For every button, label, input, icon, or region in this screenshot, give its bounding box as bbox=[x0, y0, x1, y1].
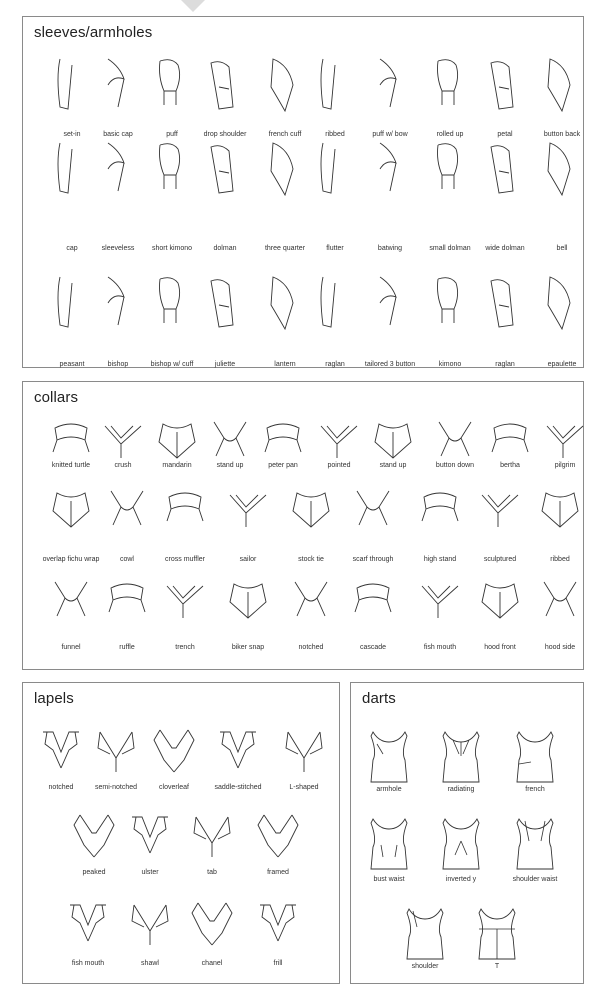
darts-item-label: bust waist bbox=[373, 876, 405, 883]
sleeves-item-label: bell bbox=[556, 245, 568, 252]
collars-item-label: knitted turtle bbox=[51, 462, 91, 469]
dart-bodice-icon bbox=[513, 728, 557, 786]
collar-sketch-icon bbox=[488, 418, 532, 462]
top-pointer-notch bbox=[181, 0, 205, 12]
sleeves-item-basic-cap bbox=[96, 57, 140, 138]
collars-item-label: peter pan bbox=[268, 462, 298, 469]
lapels-item-l-shaped bbox=[281, 728, 327, 791]
collars-item-hood-side bbox=[538, 578, 582, 651]
collar-sketch-icon bbox=[155, 418, 199, 462]
sleeves-item-kimono bbox=[428, 275, 472, 368]
lapel-sketch-icon bbox=[94, 728, 138, 774]
collars-item-label: pilgrim bbox=[554, 462, 576, 469]
lapels-item-ulster bbox=[127, 813, 173, 876]
lapels-item-chanel bbox=[189, 901, 235, 967]
sleeves-item-label: three quarter bbox=[264, 245, 306, 252]
darts-item-label: inverted y bbox=[445, 876, 477, 883]
collars-item-button-down bbox=[433, 418, 477, 469]
lapel-sketch-icon bbox=[39, 728, 83, 774]
collars-item-pointed bbox=[317, 418, 361, 469]
lapels-item-label: chanel bbox=[201, 960, 223, 967]
collars-item-sailor bbox=[226, 487, 270, 563]
sleeves-item-label: sleeveless bbox=[101, 245, 135, 252]
sleeve-sketch-icon bbox=[544, 141, 580, 197]
collars-item-cascade bbox=[351, 578, 395, 651]
sleeves-item-button-back bbox=[540, 57, 584, 138]
lapels-item-label: peaked bbox=[82, 869, 106, 876]
collars-item-scarf-through bbox=[351, 487, 395, 563]
sleeve-sketch-icon bbox=[100, 141, 136, 197]
darts-item-label: armhole bbox=[376, 786, 402, 793]
lapel-sketch-icon bbox=[190, 901, 234, 947]
sleeves-item-cap bbox=[50, 141, 94, 252]
collar-sketch-icon bbox=[49, 487, 93, 531]
sleeves-item-label: bishop bbox=[107, 361, 129, 368]
collars-item-hood-front bbox=[478, 578, 522, 651]
collars-panel bbox=[22, 381, 584, 670]
sleeves-item-label: wide dolman bbox=[485, 245, 525, 252]
lapels-item-cloverleaf bbox=[151, 728, 197, 791]
sleeve-sketch-icon bbox=[317, 275, 353, 331]
sleeve-sketch-icon bbox=[487, 275, 523, 331]
sleeve-sketch-icon bbox=[154, 57, 190, 113]
darts-panel bbox=[350, 682, 584, 984]
sleeves-item-label: drop shoulder bbox=[203, 131, 247, 138]
collars-item-label: overlap fichu wrap bbox=[42, 556, 100, 563]
lapel-sketch-icon bbox=[190, 813, 234, 859]
sleeves-item-label: cap bbox=[66, 245, 78, 252]
sleeves-item-label: juliette bbox=[214, 361, 236, 368]
darts-title: darts bbox=[362, 690, 396, 707]
collars-item-label: scarf through bbox=[352, 556, 394, 563]
darts-item-t bbox=[475, 905, 519, 970]
sleeves-item-label: ribbed bbox=[325, 131, 345, 138]
sleeves-item-label: raglan bbox=[495, 361, 515, 368]
lapels-item-label: tab bbox=[207, 869, 217, 876]
collar-sketch-icon bbox=[543, 418, 587, 462]
lapels-item-semi-notched bbox=[93, 728, 139, 791]
lapels-item-tab bbox=[189, 813, 235, 876]
dart-bodice-icon bbox=[513, 815, 557, 873]
darts-item-label: radiating bbox=[447, 786, 475, 793]
collars-item-label: sailor bbox=[239, 556, 257, 563]
sleeve-sketch-icon bbox=[267, 141, 303, 197]
lapels-item-shawl bbox=[127, 901, 173, 967]
collar-sketch-icon bbox=[418, 578, 462, 622]
sleeves-item-label: raglan bbox=[325, 361, 345, 368]
collar-sketch-icon bbox=[289, 578, 333, 622]
sleeves-item-label: puff bbox=[166, 131, 178, 138]
collar-sketch-icon bbox=[208, 418, 252, 462]
sleeves-item-label: rolled up bbox=[436, 131, 464, 138]
dart-bodice-icon bbox=[403, 905, 447, 963]
sleeves-item-bishop bbox=[96, 275, 140, 368]
sleeves-item-label: batwing bbox=[377, 245, 403, 252]
sleeve-sketch-icon bbox=[317, 141, 353, 197]
lapels-item-label: fish mouth bbox=[71, 960, 105, 967]
sleeve-sketch-icon bbox=[100, 57, 136, 113]
collars-item-mandarin bbox=[155, 418, 199, 469]
dart-bodice-icon bbox=[475, 905, 519, 963]
dart-bodice-icon bbox=[439, 815, 483, 873]
collars-item-label: sculptured bbox=[483, 556, 517, 563]
collars-item-label: ruffle bbox=[119, 644, 135, 651]
sleeves-item-ribbed bbox=[313, 57, 357, 138]
collars-item-high-stand bbox=[418, 487, 462, 563]
collar-sketch-icon bbox=[317, 418, 361, 462]
sleeves-item-petal bbox=[483, 57, 527, 138]
collars-item-fish-mouth bbox=[418, 578, 462, 651]
sleeves-item-raglan bbox=[483, 275, 527, 368]
collar-sketch-icon bbox=[351, 578, 395, 622]
sleeves-item-small-dolman bbox=[428, 141, 472, 252]
sleeves-item-raglan bbox=[313, 275, 357, 368]
sleeve-sketch-icon bbox=[487, 57, 523, 113]
sleeves-item-label: french cuff bbox=[268, 131, 302, 138]
sleeves-item-tailored-3-button bbox=[364, 275, 416, 368]
sleeve-sketch-icon bbox=[372, 275, 408, 331]
lapel-sketch-icon bbox=[256, 813, 300, 859]
collar-sketch-icon bbox=[226, 578, 270, 622]
sleeve-sketch-icon bbox=[267, 57, 303, 113]
sleeve-sketch-icon bbox=[54, 57, 90, 113]
sleeves-item-label: tailored 3 button bbox=[364, 361, 416, 368]
sleeve-sketch-icon bbox=[372, 57, 408, 113]
collars-item-ruffle bbox=[105, 578, 149, 651]
collar-sketch-icon bbox=[163, 487, 207, 531]
collars-item-label: hood side bbox=[544, 644, 576, 651]
collars-item-label: hood front bbox=[484, 644, 516, 651]
sleeves-item-juliette bbox=[203, 275, 247, 368]
collars-item-label: cross muffler bbox=[165, 556, 205, 563]
sleeves-armholes-title: sleeves/armholes bbox=[34, 24, 153, 41]
lapels-item-peaked bbox=[71, 813, 117, 876]
sleeves-item-three-quarter bbox=[263, 141, 307, 252]
lapels-item-frill bbox=[255, 901, 301, 967]
sleeve-sketch-icon bbox=[544, 57, 580, 113]
collars-item-crush bbox=[101, 418, 145, 469]
lapel-sketch-icon bbox=[256, 901, 300, 947]
sleeve-sketch-icon bbox=[207, 275, 243, 331]
lapels-item-label: L-shaped bbox=[289, 784, 319, 791]
sleeves-item-label: epaulette bbox=[547, 361, 577, 368]
lapels-title: lapels bbox=[34, 690, 74, 707]
collars-item-label: high stand bbox=[423, 556, 457, 563]
darts-item-label: shoulder bbox=[411, 963, 439, 970]
collars-item-trench bbox=[163, 578, 207, 651]
sleeves-item-set-in bbox=[50, 57, 94, 138]
sleeves-item-short-kimono bbox=[150, 141, 194, 252]
dart-bodice-icon bbox=[367, 815, 411, 873]
collars-item-label: bertha bbox=[500, 462, 520, 469]
lapels-item-notched bbox=[38, 728, 84, 791]
collars-item-cowl bbox=[105, 487, 149, 563]
collars-item-pilgrim bbox=[543, 418, 587, 469]
collar-sketch-icon bbox=[433, 418, 477, 462]
sleeve-sketch-icon bbox=[154, 275, 190, 331]
collars-item-notched bbox=[289, 578, 333, 651]
lapels-item-label: frill bbox=[273, 960, 283, 967]
collars-item-stock-tie bbox=[289, 487, 333, 563]
collars-item-overlap-fichu-wrap bbox=[42, 487, 100, 563]
darts-item-shoulder bbox=[403, 905, 447, 970]
sleeves-item-label: lantern bbox=[274, 361, 296, 368]
sleeve-sketch-icon bbox=[432, 57, 468, 113]
collar-sketch-icon bbox=[371, 418, 415, 462]
sleeves-item-label: dolman bbox=[213, 245, 237, 252]
sleeve-sketch-icon bbox=[544, 275, 580, 331]
collar-sketch-icon bbox=[226, 487, 270, 531]
collars-item-ribbed bbox=[538, 487, 582, 563]
lapel-sketch-icon bbox=[72, 813, 116, 859]
lapel-sketch-icon bbox=[128, 901, 172, 947]
darts-item-label: shoulder waist bbox=[512, 876, 558, 883]
lapels-item-framed bbox=[255, 813, 301, 876]
sleeves-item-french-cuff bbox=[263, 57, 307, 138]
collars-item-bertha bbox=[488, 418, 532, 469]
collars-item-label: mandarin bbox=[162, 462, 192, 469]
sleeves-item-dolman bbox=[203, 141, 247, 252]
collars-item-sculptured bbox=[478, 487, 522, 563]
collar-sketch-icon bbox=[538, 578, 582, 622]
sleeves-item-rolled-up bbox=[428, 57, 472, 138]
dart-bodice-icon bbox=[367, 728, 411, 786]
sleeves-item-puff bbox=[150, 57, 194, 138]
lapels-item-saddle-stitched bbox=[214, 728, 262, 791]
sleeves-item-label: small dolman bbox=[429, 245, 471, 252]
sleeves-item-label: set-in bbox=[63, 131, 81, 138]
collars-item-label: crush bbox=[114, 462, 132, 469]
sleeves-item-label: basic cap bbox=[103, 131, 133, 138]
sleeve-sketch-icon bbox=[154, 141, 190, 197]
sleeve-sketch-icon bbox=[207, 141, 243, 197]
lapel-sketch-icon bbox=[282, 728, 326, 774]
collar-sketch-icon bbox=[289, 487, 333, 531]
lapels-item-label: notched bbox=[48, 784, 74, 791]
collars-title: collars bbox=[34, 389, 79, 406]
lapel-sketch-icon bbox=[152, 728, 196, 774]
sleeves-armholes-panel bbox=[22, 16, 584, 368]
darts-item-armhole bbox=[367, 728, 411, 793]
darts-item-shoulder-waist bbox=[512, 815, 558, 883]
collar-sketch-icon bbox=[478, 487, 522, 531]
collars-item-label: ribbed bbox=[550, 556, 570, 563]
collar-sketch-icon bbox=[105, 487, 149, 531]
collar-sketch-icon bbox=[351, 487, 395, 531]
collar-sketch-icon bbox=[538, 487, 582, 531]
collars-item-label: stand up bbox=[379, 462, 407, 469]
sleeves-item-label: bishop w/ cuff bbox=[150, 361, 194, 368]
sleeves-item-bell bbox=[540, 141, 584, 252]
sleeves-item-drop-shoulder bbox=[203, 57, 247, 138]
sleeves-item-label: kimono bbox=[438, 361, 462, 368]
collars-item-label: funnel bbox=[61, 644, 81, 651]
collars-item-label: fish mouth bbox=[423, 644, 457, 651]
darts-item-inverted-y bbox=[439, 815, 483, 883]
collar-sketch-icon bbox=[478, 578, 522, 622]
collars-item-stand-up bbox=[371, 418, 415, 469]
sleeve-sketch-icon bbox=[267, 275, 303, 331]
sleeve-sketch-icon bbox=[100, 275, 136, 331]
sleeves-item-lantern bbox=[263, 275, 307, 368]
sleeve-sketch-icon bbox=[54, 141, 90, 197]
collar-sketch-icon bbox=[105, 578, 149, 622]
collars-item-label: pointed bbox=[327, 462, 351, 469]
collars-item-label: cascade bbox=[359, 644, 387, 651]
collars-item-stand-up bbox=[208, 418, 252, 469]
collars-item-label: biker snap bbox=[231, 644, 265, 651]
collars-item-label: notched bbox=[298, 644, 324, 651]
collar-sketch-icon bbox=[49, 578, 93, 622]
collar-sketch-icon bbox=[49, 418, 93, 462]
lapel-sketch-icon bbox=[128, 813, 172, 859]
sleeves-item-sleeveless bbox=[96, 141, 140, 252]
sleeve-sketch-icon bbox=[317, 57, 353, 113]
collar-sketch-icon bbox=[418, 487, 462, 531]
collars-item-label: button down bbox=[435, 462, 475, 469]
collar-sketch-icon bbox=[261, 418, 305, 462]
sleeves-item-label: puff w/ bow bbox=[372, 131, 408, 138]
lapels-item-label: ulster bbox=[141, 869, 159, 876]
sleeves-item-puff-w-bow bbox=[368, 57, 412, 138]
collar-sketch-icon bbox=[163, 578, 207, 622]
collars-item-peter-pan bbox=[261, 418, 305, 469]
lapels-item-label: shawl bbox=[141, 960, 159, 967]
sleeves-item-batwing bbox=[368, 141, 412, 252]
lapels-item-label: saddle-stitched bbox=[214, 784, 262, 791]
sleeves-item-label: button back bbox=[543, 131, 581, 138]
sleeves-item-bishop-w-cuff bbox=[150, 275, 194, 368]
darts-item-label: T bbox=[494, 963, 500, 970]
dart-bodice-icon bbox=[439, 728, 483, 786]
lapel-sketch-icon bbox=[66, 901, 110, 947]
collars-item-label: trench bbox=[175, 644, 195, 651]
sleeve-sketch-icon bbox=[487, 141, 523, 197]
lapels-panel bbox=[22, 682, 340, 984]
sleeves-item-peasant bbox=[50, 275, 94, 368]
collars-item-label: cowl bbox=[119, 556, 134, 563]
sleeve-sketch-icon bbox=[432, 141, 468, 197]
darts-item-bust-waist bbox=[367, 815, 411, 883]
darts-item-label: french bbox=[525, 786, 545, 793]
sleeves-item-label: short kimono bbox=[151, 245, 193, 252]
lapels-item-label: cloverleaf bbox=[159, 784, 189, 791]
sleeves-item-label: flutter bbox=[326, 245, 344, 252]
lapels-item-label: semi-notched bbox=[94, 784, 138, 791]
collars-item-biker-snap bbox=[226, 578, 270, 651]
collars-item-label: stand up bbox=[216, 462, 244, 469]
sleeve-sketch-icon bbox=[54, 275, 90, 331]
sleeves-item-wide-dolman bbox=[483, 141, 527, 252]
lapels-item-label: framed bbox=[267, 869, 289, 876]
sleeve-sketch-icon bbox=[207, 57, 243, 113]
sleeves-item-flutter bbox=[313, 141, 357, 252]
collar-sketch-icon bbox=[101, 418, 145, 462]
darts-item-radiating bbox=[439, 728, 483, 793]
sleeves-item-label: peasant bbox=[59, 361, 85, 368]
sleeve-sketch-icon bbox=[372, 141, 408, 197]
sleeves-item-epaulette bbox=[540, 275, 584, 368]
sleeve-sketch-icon bbox=[432, 275, 468, 331]
collars-item-cross-muffler bbox=[163, 487, 207, 563]
collars-item-knitted-turtle bbox=[49, 418, 93, 469]
lapel-sketch-icon bbox=[216, 728, 260, 774]
collars-item-funnel bbox=[49, 578, 93, 651]
lapels-item-fish-mouth bbox=[65, 901, 111, 967]
sleeves-item-label: petal bbox=[497, 131, 513, 138]
collars-item-label: stock tie bbox=[298, 556, 324, 563]
darts-item-french bbox=[513, 728, 557, 793]
